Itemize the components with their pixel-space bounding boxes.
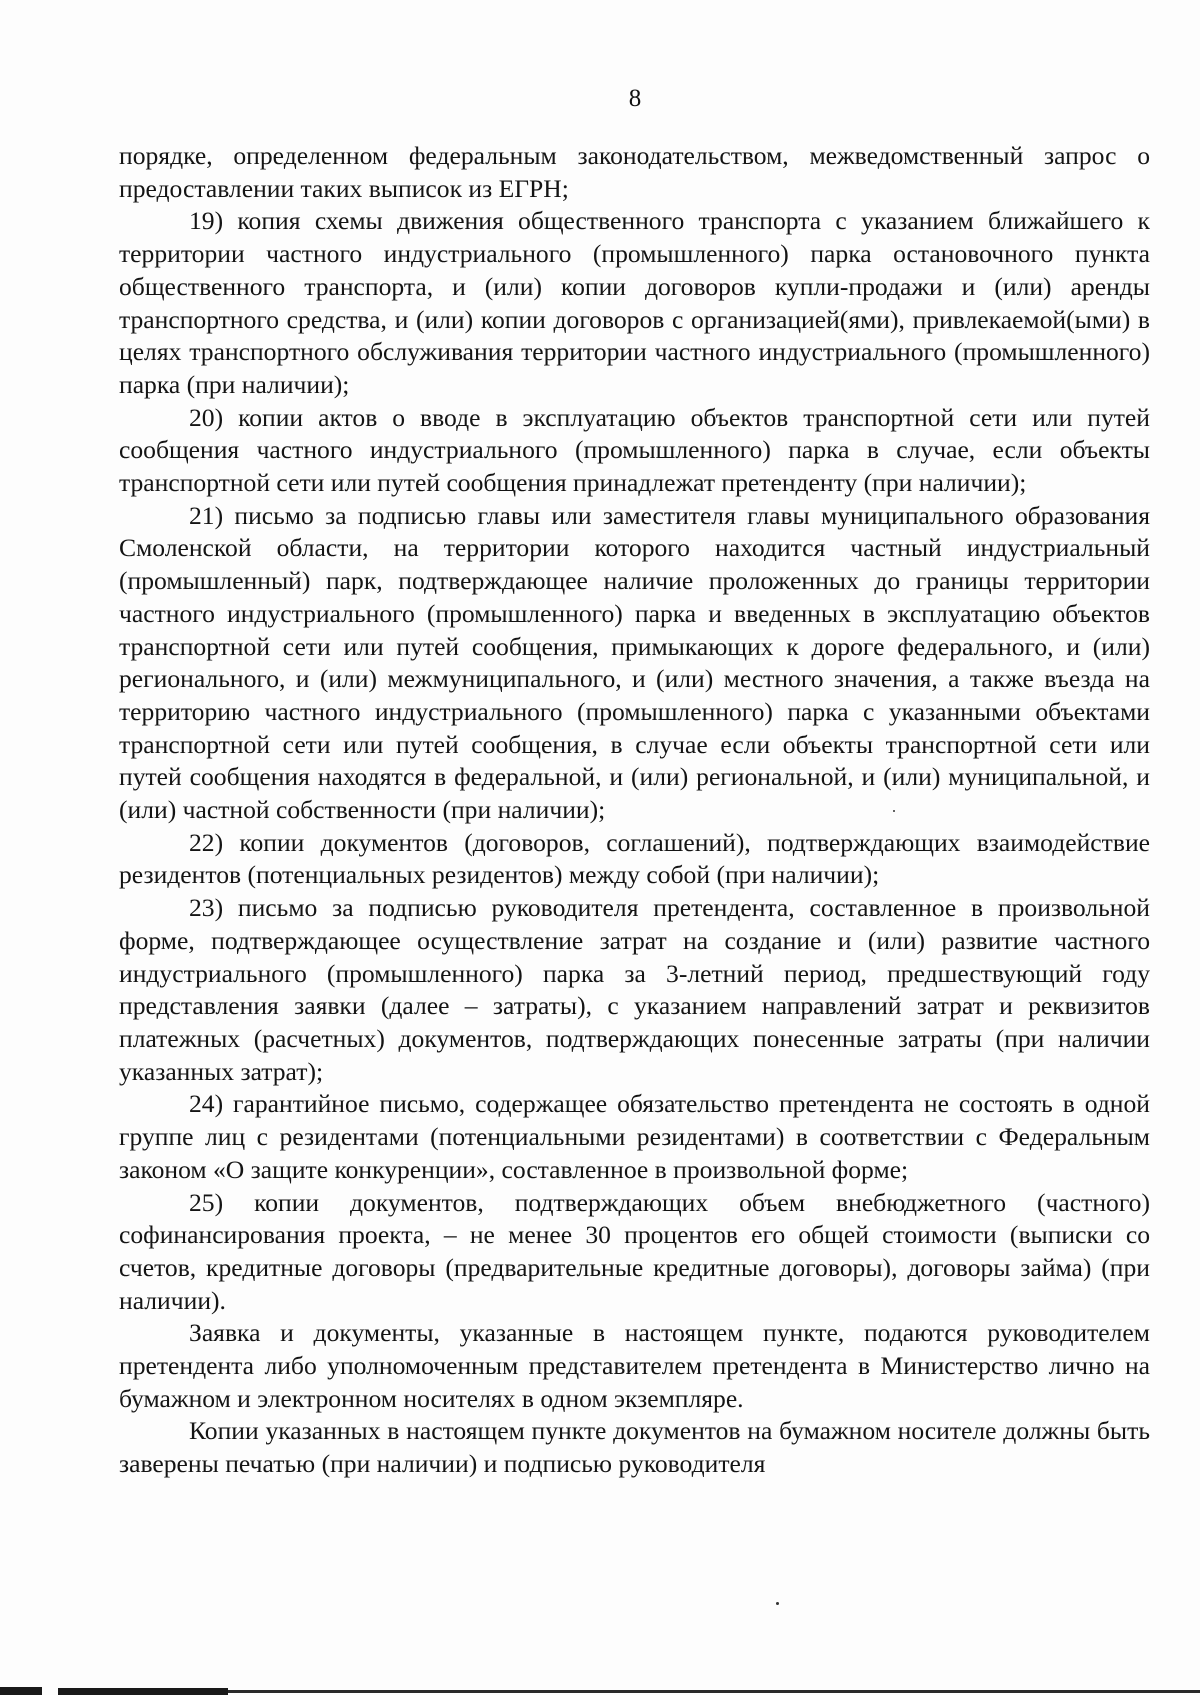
scan-edge-bar: [0, 1680, 1200, 1695]
scan-edge-mark: [58, 1688, 228, 1695]
list-item-24: 24) гарантийное письмо, содержащее обязательство претендента не состоять в одной группе лиц с резидентами (потенциальными резидентами) в соответствии с Федеральным законом «О защите конкуренции», составленное в произвольной форме;: [119, 1089, 1150, 1184]
list-item-25: 25) копии документов, подтверждающих объем внебюджетного (частного) софинансирования проекта, – не менее 30 процентов его общей стоимости (выписки со счетов, кредитные договоры (предварительные кредитные договоры), договоры займа) (при наличии).: [119, 1187, 1150, 1315]
scan-speck: [893, 810, 895, 812]
list-item-19: 19) копия схемы движения общественного транспорта с указанием ближайшего к территории частного индустриального (промышленного) парка остановочного пункта общественного транспорта, и (или) копии договоров купли-продажи и (или) аренды транспортного средства, и (или) копии договоров с организацией(ями), привлекаемой(ыми) в целях транспортного обслуживания территории частного индустриального (промышленного) парка (при наличии);: [119, 206, 1150, 399]
paragraph-submission: Заявка и документы, указанные в настоящем пункте, подаются руководителем претендента либо уполномоченным представителем претендента в Министерство лично на бумажном и электронном носителях в одном экземпляре.: [119, 1318, 1150, 1413]
scan-edge-line: [228, 1690, 1200, 1693]
list-item-23: 23) письмо за подписью руководителя претендента, составленное в произвольной форме, подтверждающее осуществление затрат на создание и (или) развитие частного индустриального (промышленного) парка за 3-летний период, предшествующий году представления заявки (далее – затраты), с указанием направлений затрат и реквизитов платежных (расчетных) документов, подтверждающих понесенные затраты (при наличии указанных затрат);: [119, 893, 1150, 1086]
list-item-22: 22) копии документов (договоров, соглашений), подтверждающих взаимодействие резидентов (потенциальных резидентов) между собой (при наличии);: [119, 827, 1150, 890]
page-number: 8: [628, 85, 642, 112]
scan-speck: [776, 1602, 779, 1605]
list-item-21: 21) письмо за подписью главы или заместителя главы муниципального образования Смоленской области, на территории которого находится частный индустриальный (промышленный) парк, подтверждающее наличие проложенных до границы территории частного индустриального (промышленного) парка и введенных в эксплуатацию объектов транспортной сети или путей сообщения, примыкающих к дороге федерального, и (или) регионального, и (или) межмуниципального, и (или) местного значения, а также въезда на территорию частного индустриального (промышленного) парка с указанными объектами транспортной сети или путей сообщения, в случае если объекты транспортной сети или путей сообщения находятся в федеральной, и (или) региональной, и (или) муниципальной, и (или) частной собственности (при наличии);: [119, 500, 1150, 825]
list-item-20: 20) копии актов о вводе в эксплуатацию объектов транспортной сети или путей сообщения частного индустриального (промышленного) парка в случае, если объекты транспортной сети или путей сообщения принадлежат претенденту (при наличии);: [119, 402, 1150, 498]
scan-edge-mark: [0, 1687, 42, 1695]
paragraph-copies: Копии указанных в настоящем пункте документов на бумажном носителе должны быть заверены печатью (при наличии) и подписью руководителя: [119, 1416, 1150, 1479]
document-body: [119, 140, 1150, 1481]
paragraph-continuation: порядке, определенном федеральным законодательством, межведомственный запрос о предоставлении таких выписок из ЕГРН;: [119, 141, 1150, 203]
